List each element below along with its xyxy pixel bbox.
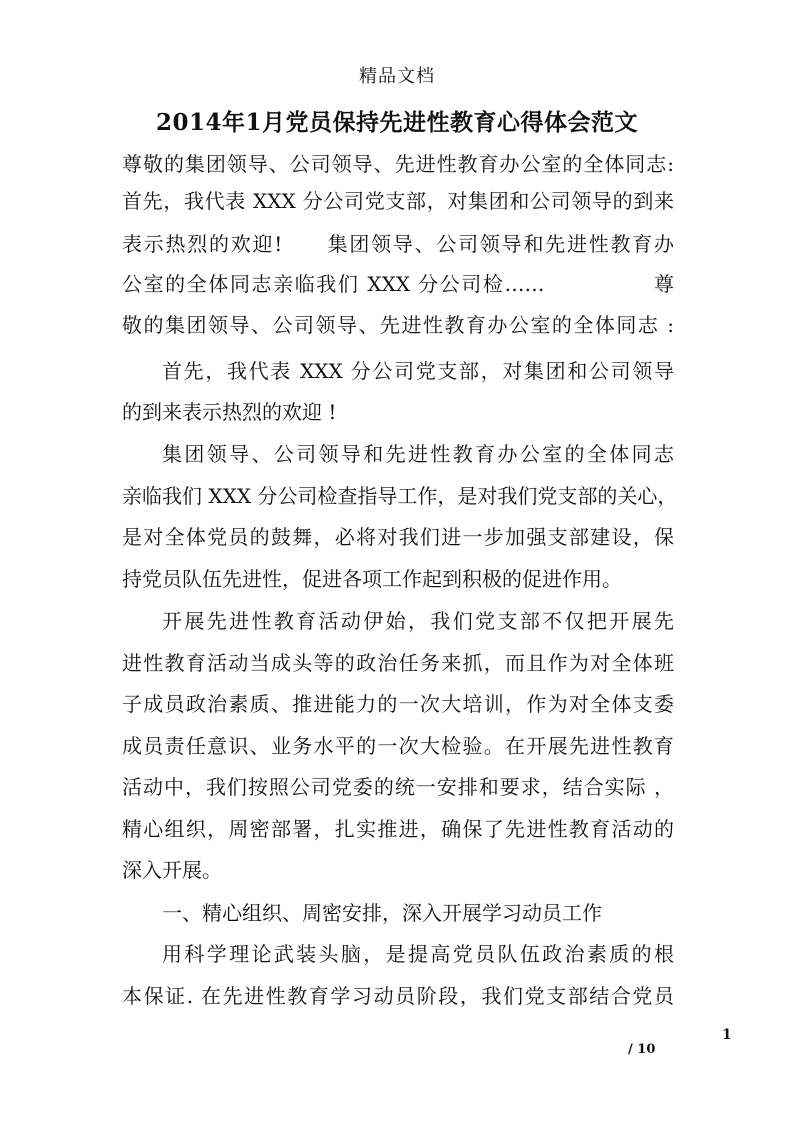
body-line: 进性教育活动当成头等的政治任务来抓，而且作为对全体班 (122, 651, 674, 675)
body-line: 集团领导、公司领导和先进性教育办公室的全体同志 (162, 442, 674, 466)
body-line: 精心组织，周密部署，扎实推进，确保了先进性教育活动的 (122, 817, 674, 841)
body-line: 公室的全体同志亲临我们 XXX 分公司检…… 尊 (122, 272, 674, 296)
document-header: 精品文档 (359, 66, 435, 87)
body-line: 成员责任意识、业务水平的一次大检验。在开展先进性教育 (122, 734, 674, 758)
body-line: 活动中，我们按照公司党委的统一安排和要求，结合实际 ， (122, 775, 674, 799)
document-title: 2014年1月党员保持先进性教育心得体会范文 (155, 109, 639, 136)
body-line: 持党员队伍先进性，促进各项工作起到积极的促进作用。 (122, 567, 622, 591)
body-line: 首先，我代表 XXX 分公司党支部，对集团和公司领导 (162, 359, 674, 383)
body-line: 开展先进性教育活动伊始，我们党支部不仅把开展先 (162, 609, 674, 633)
body-line: 本保证. 在先进性教育学习动员阶段，我们党支部结合党员 (122, 984, 674, 1008)
body-line: 深入开展。 (122, 858, 222, 882)
page-number: 1 (722, 1027, 732, 1043)
body-line: 尊敬的集团领导、公司领导、先进性教育办公室的全体同志: (122, 152, 674, 176)
body-line: 表示热烈的欢迎! 集团领导、公司领导和先进性教育办 (122, 232, 674, 256)
section-heading: 一、精心组织、周密安排，深入开展学习动员工作 (162, 901, 602, 925)
body-line: 是对全体党员的鼓舞，必将对我们进一步加强支部建设，保 (122, 525, 674, 549)
body-line: 首先，我代表 XXX 分公司党支部，对集团和公司领导的到来 (122, 189, 674, 213)
body-line: 用科学理论武装头脑，是提高党员队伍政治素质的根 (162, 942, 674, 966)
page-total: / 10 (628, 1042, 656, 1057)
body-line: 亲临我们 XXX 分公司检查指导工作，是对我们党支部的关心， (122, 484, 678, 508)
body-line: 的到来表示热烈的欢迎 ! (122, 400, 337, 424)
body-line: 敬的集团领导、公司领导、先进性教育办公室的全体同志 : (122, 313, 674, 337)
body-line: 子成员政治素质、推进能力的一次大培训，作为对全体支委 (122, 692, 674, 716)
